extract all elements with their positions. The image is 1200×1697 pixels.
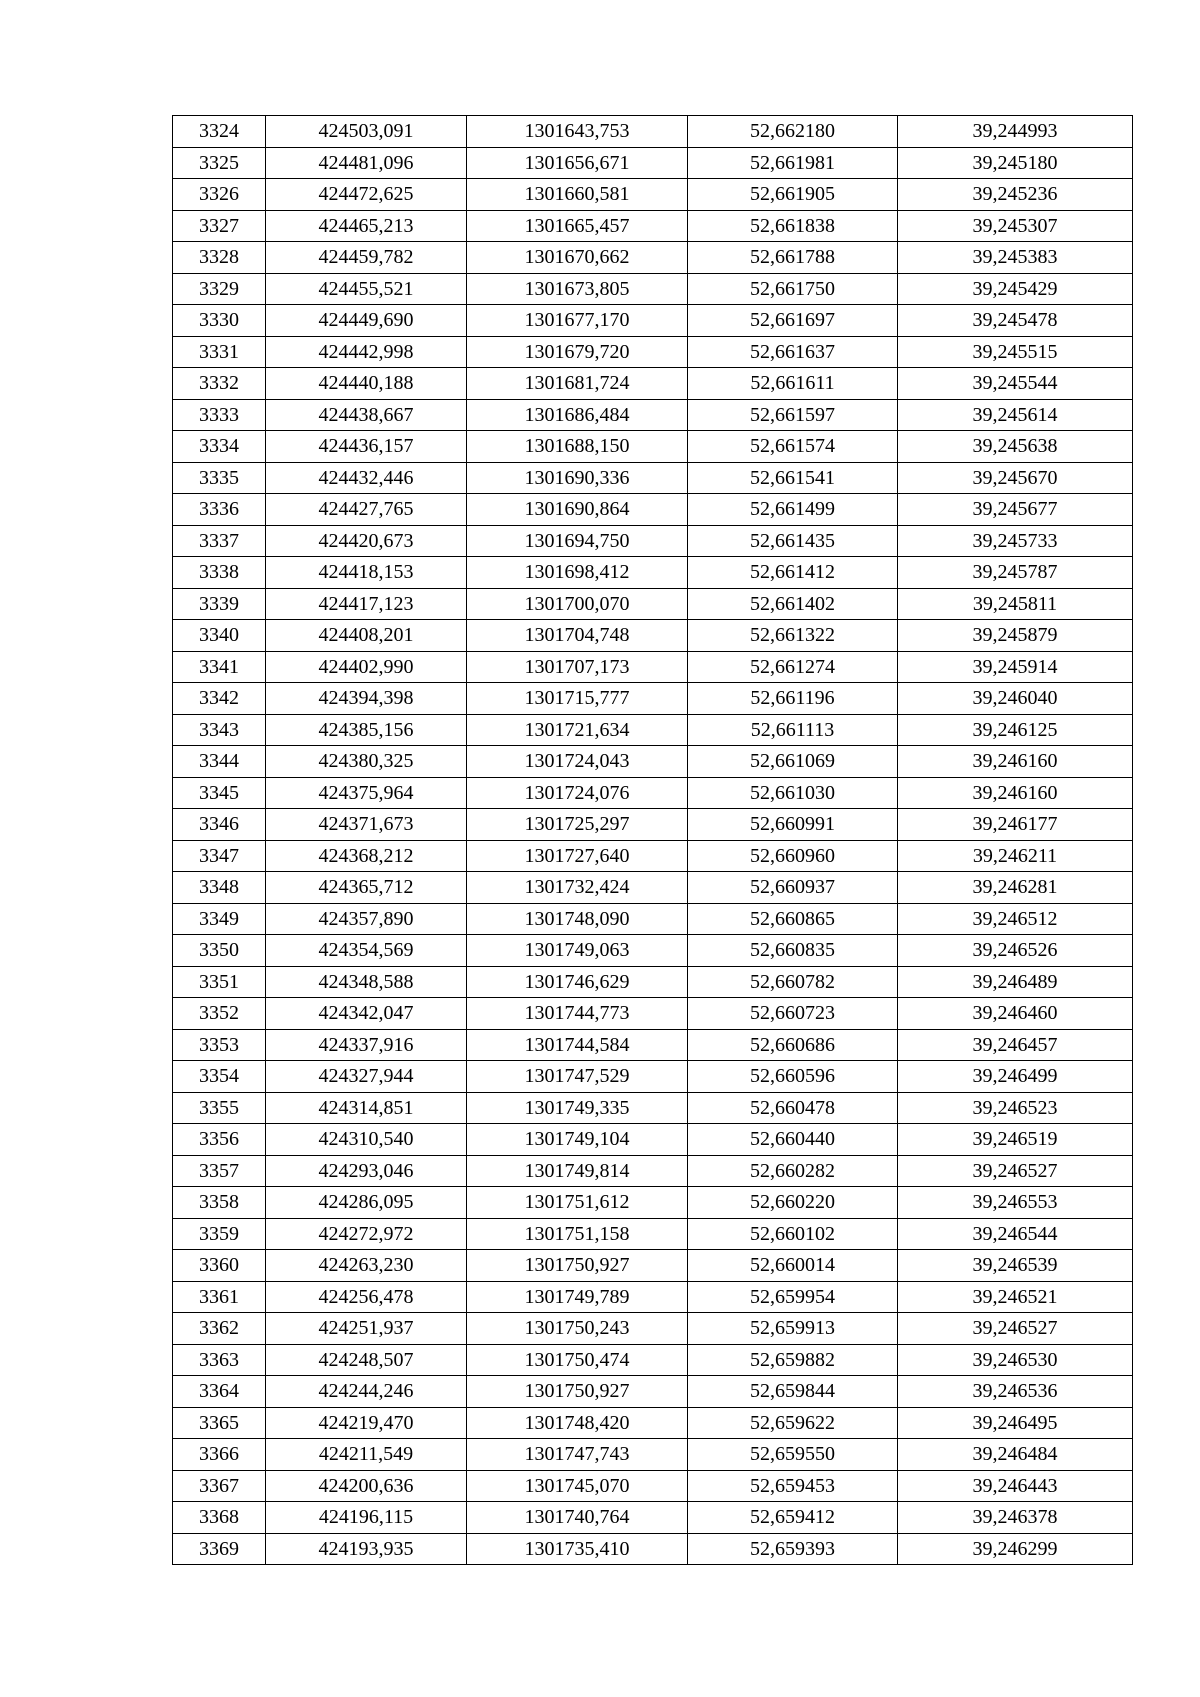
- longitude-cell: 39,246553: [898, 1187, 1133, 1219]
- table-row: [173, 840, 1133, 872]
- latitude-cell: 52,661905: [688, 179, 898, 211]
- x-coordinate-cell: 424436,157: [266, 431, 467, 463]
- table-row: [173, 494, 1133, 526]
- latitude-cell: 52,660478: [688, 1092, 898, 1124]
- y-coordinate-cell: 1301681,724: [467, 368, 688, 400]
- y-coordinate-cell: 1301749,814: [467, 1155, 688, 1187]
- table-row: [173, 998, 1133, 1030]
- point-number-cell: 3324: [173, 116, 266, 148]
- table-row: [173, 1061, 1133, 1093]
- y-coordinate-cell: 1301670,662: [467, 242, 688, 274]
- y-coordinate-cell: 1301660,581: [467, 179, 688, 211]
- latitude-cell: 52,660723: [688, 998, 898, 1030]
- table-row: [173, 1124, 1133, 1156]
- latitude-cell: 52,661274: [688, 651, 898, 683]
- x-coordinate-cell: 424408,201: [266, 620, 467, 652]
- table-row: [173, 1502, 1133, 1534]
- x-coordinate-cell: 424348,588: [266, 966, 467, 998]
- point-number-cell: 3358: [173, 1187, 266, 1219]
- longitude-cell: 39,245914: [898, 651, 1133, 683]
- longitude-cell: 39,246544: [898, 1218, 1133, 1250]
- x-coordinate-cell: 424472,625: [266, 179, 467, 211]
- x-coordinate-cell: 424481,096: [266, 147, 467, 179]
- latitude-cell: 52,661697: [688, 305, 898, 337]
- point-number-cell: 3368: [173, 1502, 266, 1534]
- latitude-cell: 52,660282: [688, 1155, 898, 1187]
- table-row: [173, 1250, 1133, 1282]
- y-coordinate-cell: 1301751,158: [467, 1218, 688, 1250]
- y-coordinate-cell: 1301694,750: [467, 525, 688, 557]
- latitude-cell: 52,659412: [688, 1502, 898, 1534]
- point-number-cell: 3331: [173, 336, 266, 368]
- table-row: [173, 903, 1133, 935]
- point-number-cell: 3369: [173, 1533, 266, 1565]
- y-coordinate-cell: 1301686,484: [467, 399, 688, 431]
- point-number-cell: 3344: [173, 746, 266, 778]
- point-number-cell: 3349: [173, 903, 266, 935]
- x-coordinate-cell: 424357,890: [266, 903, 467, 935]
- point-number-cell: 3346: [173, 809, 266, 841]
- longitude-cell: 39,246530: [898, 1344, 1133, 1376]
- longitude-cell: 39,246160: [898, 746, 1133, 778]
- x-coordinate-cell: 424193,935: [266, 1533, 467, 1565]
- y-coordinate-cell: 1301744,773: [467, 998, 688, 1030]
- table-row: [173, 620, 1133, 652]
- point-number-cell: 3365: [173, 1407, 266, 1439]
- latitude-cell: 52,660102: [688, 1218, 898, 1250]
- x-coordinate-cell: 424465,213: [266, 210, 467, 242]
- table-row: [173, 809, 1133, 841]
- x-coordinate-cell: 424219,470: [266, 1407, 467, 1439]
- latitude-cell: 52,662180: [688, 116, 898, 148]
- y-coordinate-cell: 1301690,336: [467, 462, 688, 494]
- latitude-cell: 52,661637: [688, 336, 898, 368]
- longitude-cell: 39,246211: [898, 840, 1133, 872]
- longitude-cell: 39,245236: [898, 179, 1133, 211]
- longitude-cell: 39,245677: [898, 494, 1133, 526]
- table-row: [173, 714, 1133, 746]
- point-number-cell: 3328: [173, 242, 266, 274]
- y-coordinate-cell: 1301750,927: [467, 1376, 688, 1408]
- point-number-cell: 3337: [173, 525, 266, 557]
- x-coordinate-cell: 424337,916: [266, 1029, 467, 1061]
- point-number-cell: 3339: [173, 588, 266, 620]
- longitude-cell: 39,245787: [898, 557, 1133, 589]
- x-coordinate-cell: 424196,115: [266, 1502, 467, 1534]
- longitude-cell: 39,245733: [898, 525, 1133, 557]
- point-number-cell: 3348: [173, 872, 266, 904]
- longitude-cell: 39,246526: [898, 935, 1133, 967]
- table-row: [173, 588, 1133, 620]
- y-coordinate-cell: 1301673,805: [467, 273, 688, 305]
- x-coordinate-cell: 424380,325: [266, 746, 467, 778]
- latitude-cell: 52,661574: [688, 431, 898, 463]
- latitude-cell: 52,661750: [688, 273, 898, 305]
- table-row: [173, 273, 1133, 305]
- y-coordinate-cell: 1301698,412: [467, 557, 688, 589]
- x-coordinate-cell: 424244,246: [266, 1376, 467, 1408]
- x-coordinate-cell: 424385,156: [266, 714, 467, 746]
- longitude-cell: 39,246484: [898, 1439, 1133, 1471]
- y-coordinate-cell: 1301749,104: [467, 1124, 688, 1156]
- longitude-cell: 39,244993: [898, 116, 1133, 148]
- latitude-cell: 52,660991: [688, 809, 898, 841]
- table-row: [173, 462, 1133, 494]
- latitude-cell: 52,660960: [688, 840, 898, 872]
- point-number-cell: 3350: [173, 935, 266, 967]
- table-row: [173, 1470, 1133, 1502]
- table-row: [173, 1092, 1133, 1124]
- table-row: [173, 368, 1133, 400]
- y-coordinate-cell: 1301727,640: [467, 840, 688, 872]
- table-row: [173, 746, 1133, 778]
- y-coordinate-cell: 1301750,474: [467, 1344, 688, 1376]
- point-number-cell: 3327: [173, 210, 266, 242]
- longitude-cell: 39,245544: [898, 368, 1133, 400]
- y-coordinate-cell: 1301704,748: [467, 620, 688, 652]
- table-row: [173, 116, 1133, 148]
- x-coordinate-cell: 424368,212: [266, 840, 467, 872]
- longitude-cell: 39,245307: [898, 210, 1133, 242]
- table-row: [173, 1439, 1133, 1471]
- longitude-cell: 39,246457: [898, 1029, 1133, 1061]
- x-coordinate-cell: 424200,636: [266, 1470, 467, 1502]
- point-number-cell: 3360: [173, 1250, 266, 1282]
- point-number-cell: 3354: [173, 1061, 266, 1093]
- x-coordinate-cell: 424371,673: [266, 809, 467, 841]
- y-coordinate-cell: 1301744,584: [467, 1029, 688, 1061]
- x-coordinate-cell: 424354,569: [266, 935, 467, 967]
- point-number-cell: 3330: [173, 305, 266, 337]
- longitude-cell: 39,245429: [898, 273, 1133, 305]
- latitude-cell: 52,661788: [688, 242, 898, 274]
- y-coordinate-cell: 1301715,777: [467, 683, 688, 715]
- latitude-cell: 52,661196: [688, 683, 898, 715]
- point-number-cell: 3338: [173, 557, 266, 589]
- table-row: [173, 935, 1133, 967]
- point-number-cell: 3325: [173, 147, 266, 179]
- table-row: [173, 1281, 1133, 1313]
- longitude-cell: 39,246527: [898, 1313, 1133, 1345]
- point-number-cell: 3352: [173, 998, 266, 1030]
- y-coordinate-cell: 1301740,764: [467, 1502, 688, 1534]
- latitude-cell: 52,660014: [688, 1250, 898, 1282]
- point-number-cell: 3336: [173, 494, 266, 526]
- longitude-cell: 39,245383: [898, 242, 1133, 274]
- x-coordinate-cell: 424211,549: [266, 1439, 467, 1471]
- latitude-cell: 52,659453: [688, 1470, 898, 1502]
- longitude-cell: 39,245180: [898, 147, 1133, 179]
- table-row: [173, 399, 1133, 431]
- latitude-cell: 52,661499: [688, 494, 898, 526]
- table-row: [173, 242, 1133, 274]
- table-row: [173, 651, 1133, 683]
- longitude-cell: 39,246378: [898, 1502, 1133, 1534]
- longitude-cell: 39,246489: [898, 966, 1133, 998]
- y-coordinate-cell: 1301724,043: [467, 746, 688, 778]
- y-coordinate-cell: 1301748,090: [467, 903, 688, 935]
- x-coordinate-cell: 424438,667: [266, 399, 467, 431]
- x-coordinate-cell: 424256,478: [266, 1281, 467, 1313]
- table-row: [173, 431, 1133, 463]
- y-coordinate-cell: 1301700,070: [467, 588, 688, 620]
- longitude-cell: 39,246281: [898, 872, 1133, 904]
- latitude-cell: 52,661838: [688, 210, 898, 242]
- y-coordinate-cell: 1301751,612: [467, 1187, 688, 1219]
- table-row: [173, 1533, 1133, 1565]
- y-coordinate-cell: 1301735,410: [467, 1533, 688, 1565]
- latitude-cell: 52,661981: [688, 147, 898, 179]
- y-coordinate-cell: 1301750,243: [467, 1313, 688, 1345]
- table-row: [173, 179, 1133, 211]
- table-row: [173, 1218, 1133, 1250]
- longitude-cell: 39,246177: [898, 809, 1133, 841]
- table-row: [173, 1407, 1133, 1439]
- y-coordinate-cell: 1301707,173: [467, 651, 688, 683]
- latitude-cell: 52,660440: [688, 1124, 898, 1156]
- point-number-cell: 3364: [173, 1376, 266, 1408]
- longitude-cell: 39,246125: [898, 714, 1133, 746]
- point-number-cell: 3363: [173, 1344, 266, 1376]
- x-coordinate-cell: 424455,521: [266, 273, 467, 305]
- y-coordinate-cell: 1301746,629: [467, 966, 688, 998]
- latitude-cell: 52,661030: [688, 777, 898, 809]
- longitude-cell: 39,245478: [898, 305, 1133, 337]
- point-number-cell: 3326: [173, 179, 266, 211]
- point-number-cell: 3351: [173, 966, 266, 998]
- table-row: [173, 683, 1133, 715]
- longitude-cell: 39,246443: [898, 1470, 1133, 1502]
- point-number-cell: 3367: [173, 1470, 266, 1502]
- table-row: [173, 305, 1133, 337]
- y-coordinate-cell: 1301749,335: [467, 1092, 688, 1124]
- y-coordinate-cell: 1301749,063: [467, 935, 688, 967]
- y-coordinate-cell: 1301749,789: [467, 1281, 688, 1313]
- longitude-cell: 39,245811: [898, 588, 1133, 620]
- longitude-cell: 39,246519: [898, 1124, 1133, 1156]
- x-coordinate-cell: 424248,507: [266, 1344, 467, 1376]
- longitude-cell: 39,246527: [898, 1155, 1133, 1187]
- point-number-cell: 3329: [173, 273, 266, 305]
- point-number-cell: 3334: [173, 431, 266, 463]
- x-coordinate-cell: 424402,990: [266, 651, 467, 683]
- table-row: [173, 1376, 1133, 1408]
- y-coordinate-cell: 1301747,743: [467, 1439, 688, 1471]
- x-coordinate-cell: 424394,398: [266, 683, 467, 715]
- latitude-cell: 52,661322: [688, 620, 898, 652]
- y-coordinate-cell: 1301748,420: [467, 1407, 688, 1439]
- table-row: [173, 1187, 1133, 1219]
- point-number-cell: 3366: [173, 1439, 266, 1471]
- x-coordinate-cell: 424251,937: [266, 1313, 467, 1345]
- table-row: [173, 966, 1133, 998]
- longitude-cell: 39,245670: [898, 462, 1133, 494]
- table-row: [173, 210, 1133, 242]
- y-coordinate-cell: 1301677,170: [467, 305, 688, 337]
- y-coordinate-cell: 1301656,671: [467, 147, 688, 179]
- point-number-cell: 3345: [173, 777, 266, 809]
- longitude-cell: 39,246512: [898, 903, 1133, 935]
- longitude-cell: 39,246299: [898, 1533, 1133, 1565]
- longitude-cell: 39,246460: [898, 998, 1133, 1030]
- y-coordinate-cell: 1301688,150: [467, 431, 688, 463]
- y-coordinate-cell: 1301747,529: [467, 1061, 688, 1093]
- x-coordinate-cell: 424293,046: [266, 1155, 467, 1187]
- table-row: [173, 557, 1133, 589]
- longitude-cell: 39,246521: [898, 1281, 1133, 1313]
- longitude-cell: 39,245515: [898, 336, 1133, 368]
- x-coordinate-cell: 424459,782: [266, 242, 467, 274]
- point-number-cell: 3361: [173, 1281, 266, 1313]
- longitude-cell: 39,246499: [898, 1061, 1133, 1093]
- x-coordinate-cell: 424286,095: [266, 1187, 467, 1219]
- latitude-cell: 52,660686: [688, 1029, 898, 1061]
- latitude-cell: 52,659954: [688, 1281, 898, 1313]
- point-number-cell: 3343: [173, 714, 266, 746]
- table-row: [173, 1029, 1133, 1061]
- latitude-cell: 52,661113: [688, 714, 898, 746]
- x-coordinate-cell: 424314,851: [266, 1092, 467, 1124]
- latitude-cell: 52,659393: [688, 1533, 898, 1565]
- table-row: [173, 525, 1133, 557]
- longitude-cell: 39,245638: [898, 431, 1133, 463]
- x-coordinate-cell: 424342,047: [266, 998, 467, 1030]
- table-row: [173, 777, 1133, 809]
- x-coordinate-cell: 424427,765: [266, 494, 467, 526]
- latitude-cell: 52,660782: [688, 966, 898, 998]
- longitude-cell: 39,246536: [898, 1376, 1133, 1408]
- x-coordinate-cell: 424310,540: [266, 1124, 467, 1156]
- table-row: [173, 1313, 1133, 1345]
- latitude-cell: 52,659882: [688, 1344, 898, 1376]
- coordinates-table: [172, 115, 1133, 1565]
- point-number-cell: 3335: [173, 462, 266, 494]
- table-row: [173, 336, 1133, 368]
- x-coordinate-cell: 424417,123: [266, 588, 467, 620]
- point-number-cell: 3356: [173, 1124, 266, 1156]
- latitude-cell: 52,659913: [688, 1313, 898, 1345]
- latitude-cell: 52,660220: [688, 1187, 898, 1219]
- latitude-cell: 52,661597: [688, 399, 898, 431]
- y-coordinate-cell: 1301745,070: [467, 1470, 688, 1502]
- point-number-cell: 3332: [173, 368, 266, 400]
- x-coordinate-cell: 424327,944: [266, 1061, 467, 1093]
- table-row: [173, 1155, 1133, 1187]
- longitude-cell: 39,246523: [898, 1092, 1133, 1124]
- x-coordinate-cell: 424418,153: [266, 557, 467, 589]
- point-number-cell: 3341: [173, 651, 266, 683]
- point-number-cell: 3355: [173, 1092, 266, 1124]
- latitude-cell: 52,660937: [688, 872, 898, 904]
- point-number-cell: 3342: [173, 683, 266, 715]
- x-coordinate-cell: 424263,230: [266, 1250, 467, 1282]
- latitude-cell: 52,660835: [688, 935, 898, 967]
- y-coordinate-cell: 1301725,297: [467, 809, 688, 841]
- coordinates-table-body: [173, 116, 1133, 1565]
- latitude-cell: 52,659550: [688, 1439, 898, 1471]
- y-coordinate-cell: 1301721,634: [467, 714, 688, 746]
- point-number-cell: 3353: [173, 1029, 266, 1061]
- longitude-cell: 39,246160: [898, 777, 1133, 809]
- table-row: [173, 1344, 1133, 1376]
- x-coordinate-cell: 424365,712: [266, 872, 467, 904]
- longitude-cell: 39,245879: [898, 620, 1133, 652]
- y-coordinate-cell: 1301724,076: [467, 777, 688, 809]
- x-coordinate-cell: 424503,091: [266, 116, 467, 148]
- y-coordinate-cell: 1301732,424: [467, 872, 688, 904]
- y-coordinate-cell: 1301665,457: [467, 210, 688, 242]
- point-number-cell: 3340: [173, 620, 266, 652]
- x-coordinate-cell: 424440,188: [266, 368, 467, 400]
- y-coordinate-cell: 1301643,753: [467, 116, 688, 148]
- table-row: [173, 872, 1133, 904]
- longitude-cell: 39,246040: [898, 683, 1133, 715]
- latitude-cell: 52,661611: [688, 368, 898, 400]
- point-number-cell: 3362: [173, 1313, 266, 1345]
- y-coordinate-cell: 1301750,927: [467, 1250, 688, 1282]
- x-coordinate-cell: 424272,972: [266, 1218, 467, 1250]
- y-coordinate-cell: 1301690,864: [467, 494, 688, 526]
- point-number-cell: 3333: [173, 399, 266, 431]
- x-coordinate-cell: 424442,998: [266, 336, 467, 368]
- latitude-cell: 52,661069: [688, 746, 898, 778]
- latitude-cell: 52,659622: [688, 1407, 898, 1439]
- table-row: [173, 147, 1133, 179]
- longitude-cell: 39,245614: [898, 399, 1133, 431]
- x-coordinate-cell: 424449,690: [266, 305, 467, 337]
- point-number-cell: 3359: [173, 1218, 266, 1250]
- longitude-cell: 39,246539: [898, 1250, 1133, 1282]
- latitude-cell: 52,661402: [688, 588, 898, 620]
- latitude-cell: 52,659844: [688, 1376, 898, 1408]
- point-number-cell: 3347: [173, 840, 266, 872]
- point-number-cell: 3357: [173, 1155, 266, 1187]
- x-coordinate-cell: 424432,446: [266, 462, 467, 494]
- latitude-cell: 52,661541: [688, 462, 898, 494]
- x-coordinate-cell: 424375,964: [266, 777, 467, 809]
- latitude-cell: 52,660596: [688, 1061, 898, 1093]
- longitude-cell: 39,246495: [898, 1407, 1133, 1439]
- latitude-cell: 52,661412: [688, 557, 898, 589]
- x-coordinate-cell: 424420,673: [266, 525, 467, 557]
- latitude-cell: 52,661435: [688, 525, 898, 557]
- y-coordinate-cell: 1301679,720: [467, 336, 688, 368]
- latitude-cell: 52,660865: [688, 903, 898, 935]
